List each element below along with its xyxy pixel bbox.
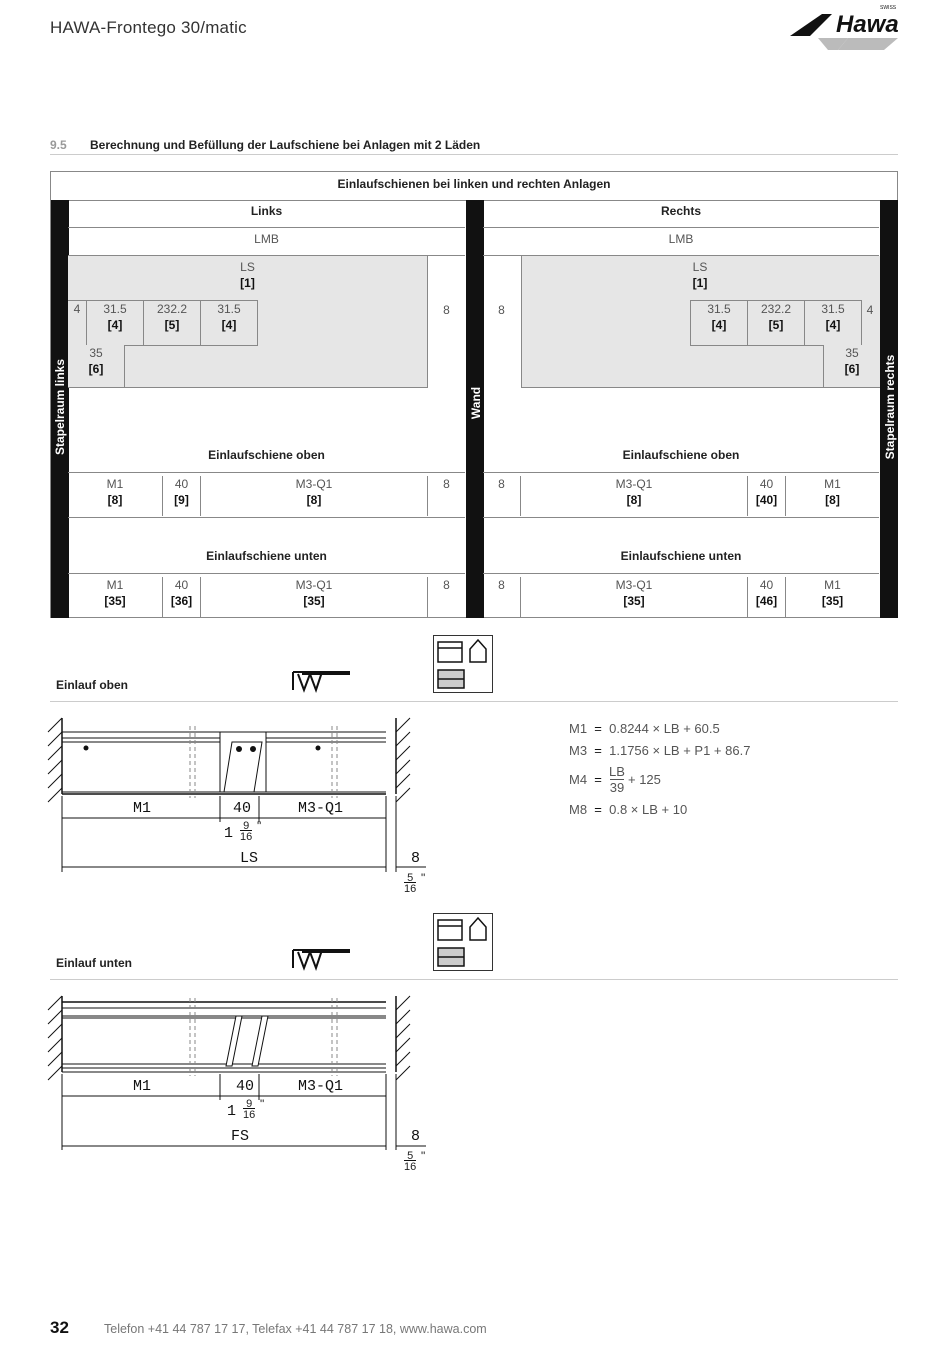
rechts-oben-8: 8 — [483, 476, 521, 516]
logo-text: Hawa — [836, 11, 899, 38]
track-profile-icon — [290, 668, 352, 694]
rechts-val-31-5-b: 31.5 [4] — [804, 300, 862, 346]
rechts-unten-m3q1: M3-Q1 [35] — [521, 577, 748, 617]
links-val-31-5-b: 31.5 [4] — [201, 300, 258, 346]
formula-m3: M3 = 1.1756 × LB + P1 + 86.7 — [569, 743, 751, 758]
footer-contact: Telefon +41 44 787 17 17, Telefax +41 44 787 17 18, www.hawa.com — [104, 1322, 487, 1336]
unten-dim-m1: M1 — [133, 1078, 152, 1095]
links-val-232-2: 232.2 [5] — [144, 300, 201, 346]
rechts-panel — [483, 199, 879, 617]
formula-m4-tail: + 125 — [628, 772, 661, 787]
wand-label: Wand — [469, 386, 483, 420]
links-unten-m1: M1 [35] — [68, 577, 163, 617]
links-heading: Links — [68, 199, 465, 228]
links-oben-m3q1: M3-Q1 [8] — [201, 476, 428, 516]
rechts-unten-40: 40 [46] — [748, 577, 786, 617]
mounting-type-icon — [433, 635, 493, 693]
links-unten-m3q1: M3-Q1 [35] — [201, 577, 428, 617]
page-number: 32 — [50, 1318, 69, 1337]
formula-m4: M4 = — [569, 772, 602, 787]
links-oben-m1: M1 [8] — [68, 476, 163, 516]
oben-dim-inch-1: 1 — [224, 825, 234, 842]
links-val-4: 4 — [68, 300, 87, 346]
formula-m1: M1 = 0.8244 × LB + 60.5 — [569, 721, 720, 736]
oben-dim-frac2: 5 16 — [404, 872, 417, 895]
unten-dim-fs: FS — [231, 1128, 250, 1145]
rechts-heading: Rechts — [483, 199, 879, 228]
links-val-31-5-a: 31.5 [4] — [87, 300, 144, 346]
stapelraum-rechts-label: Stapelraum rechts — [883, 354, 897, 460]
einlauf-unten-label: Einlauf unten — [56, 956, 132, 970]
links-oben-8: 8 — [443, 477, 450, 491]
formula-m8: M8 = 0.8 × LB + 10 — [569, 802, 688, 817]
rechts-val-35: 35 [6] — [823, 345, 880, 387]
links-unten-40: 40 [36] — [163, 577, 201, 617]
section-title: Berechnung und Befüllung der Laufschiene bei Anlagen mit 2 Läden — [90, 138, 481, 152]
rechts-unten-m1: M1 [35] — [821, 578, 844, 608]
document-title: HAWA-Frontego 30/matic — [50, 18, 247, 37]
oben-dim-frac: 9 16 — [240, 820, 253, 843]
section-number: 9.5 — [50, 138, 67, 152]
unten-dim-frac2: 5 16 — [404, 1150, 417, 1173]
unten-dim-40: 40 — [236, 1078, 255, 1095]
table-title: Einlaufschienen bei linken und rechten Anlagen — [51, 172, 897, 201]
divider-oben — [50, 701, 898, 702]
formula-m4-frac: LB 39 — [609, 764, 625, 795]
rechts-val-31-5-a: 31.5 [4] — [690, 300, 747, 346]
track-profile-icon — [290, 946, 352, 972]
unten-dim-quote2: " — [421, 1149, 426, 1163]
rechts-oben-m3q1: M3-Q1 [8] — [521, 476, 748, 516]
logo-sub: SWISS — [880, 5, 897, 11]
links-oben-40: 40 [9] — [163, 476, 201, 516]
oben-dim-m3q1: M3-Q1 — [298, 800, 344, 817]
rechts-val-232-2: 232.2 [5] — [747, 300, 804, 346]
oben-dim-m1: M1 — [133, 800, 152, 817]
rechts-gap-8: 8 — [498, 303, 505, 317]
divider — [50, 154, 898, 155]
links-val-35: 35 [6] — [68, 345, 125, 387]
rechts-ls: LS [1] — [692, 260, 708, 290]
rechts-unten-title: Einlaufschiene unten — [620, 549, 742, 563]
rechts-lmb: LMB — [483, 227, 879, 256]
rechts-oben-title: Einlaufschiene oben — [622, 448, 740, 462]
unten-dim-inch-1: 1 — [227, 1103, 237, 1120]
rechts-val-4: 4 — [866, 303, 874, 317]
divider-unten — [50, 979, 898, 980]
links-gap-8: 8 — [443, 303, 450, 317]
rechts-unten-8: 8 — [483, 577, 521, 617]
links-unten-8: 8 — [443, 578, 450, 592]
hawa-logo — [788, 2, 900, 52]
oben-dim-ls: LS — [240, 850, 259, 867]
einlauf-oben-label: Einlauf oben — [56, 678, 128, 692]
oben-dim-40: 40 — [233, 800, 252, 817]
links-oben-title: Einlaufschiene oben — [208, 448, 325, 462]
stapelraum-links-label: Stapelraum links — [53, 358, 67, 456]
links-unten-title: Einlaufschiene unten — [206, 549, 327, 563]
unten-dim-quote: " — [260, 1097, 265, 1111]
oben-dim-quote: " — [257, 819, 262, 833]
links-ls: LS [1] — [240, 260, 255, 290]
rechts-oben-40: 40 [40] — [748, 476, 786, 516]
unten-dim-m3q1: M3-Q1 — [298, 1078, 344, 1095]
unten-dim-8: 8 — [411, 1128, 421, 1145]
rechts-oben-m1: M1 [8] — [824, 477, 841, 507]
links-lmb: LMB — [68, 227, 465, 256]
oben-dim-quote2: " — [421, 871, 426, 885]
mounting-type-icon — [433, 913, 493, 971]
links-panel — [68, 199, 465, 617]
oben-dim-8: 8 — [411, 850, 421, 867]
unten-dim-frac: 9 16 — [243, 1098, 256, 1121]
